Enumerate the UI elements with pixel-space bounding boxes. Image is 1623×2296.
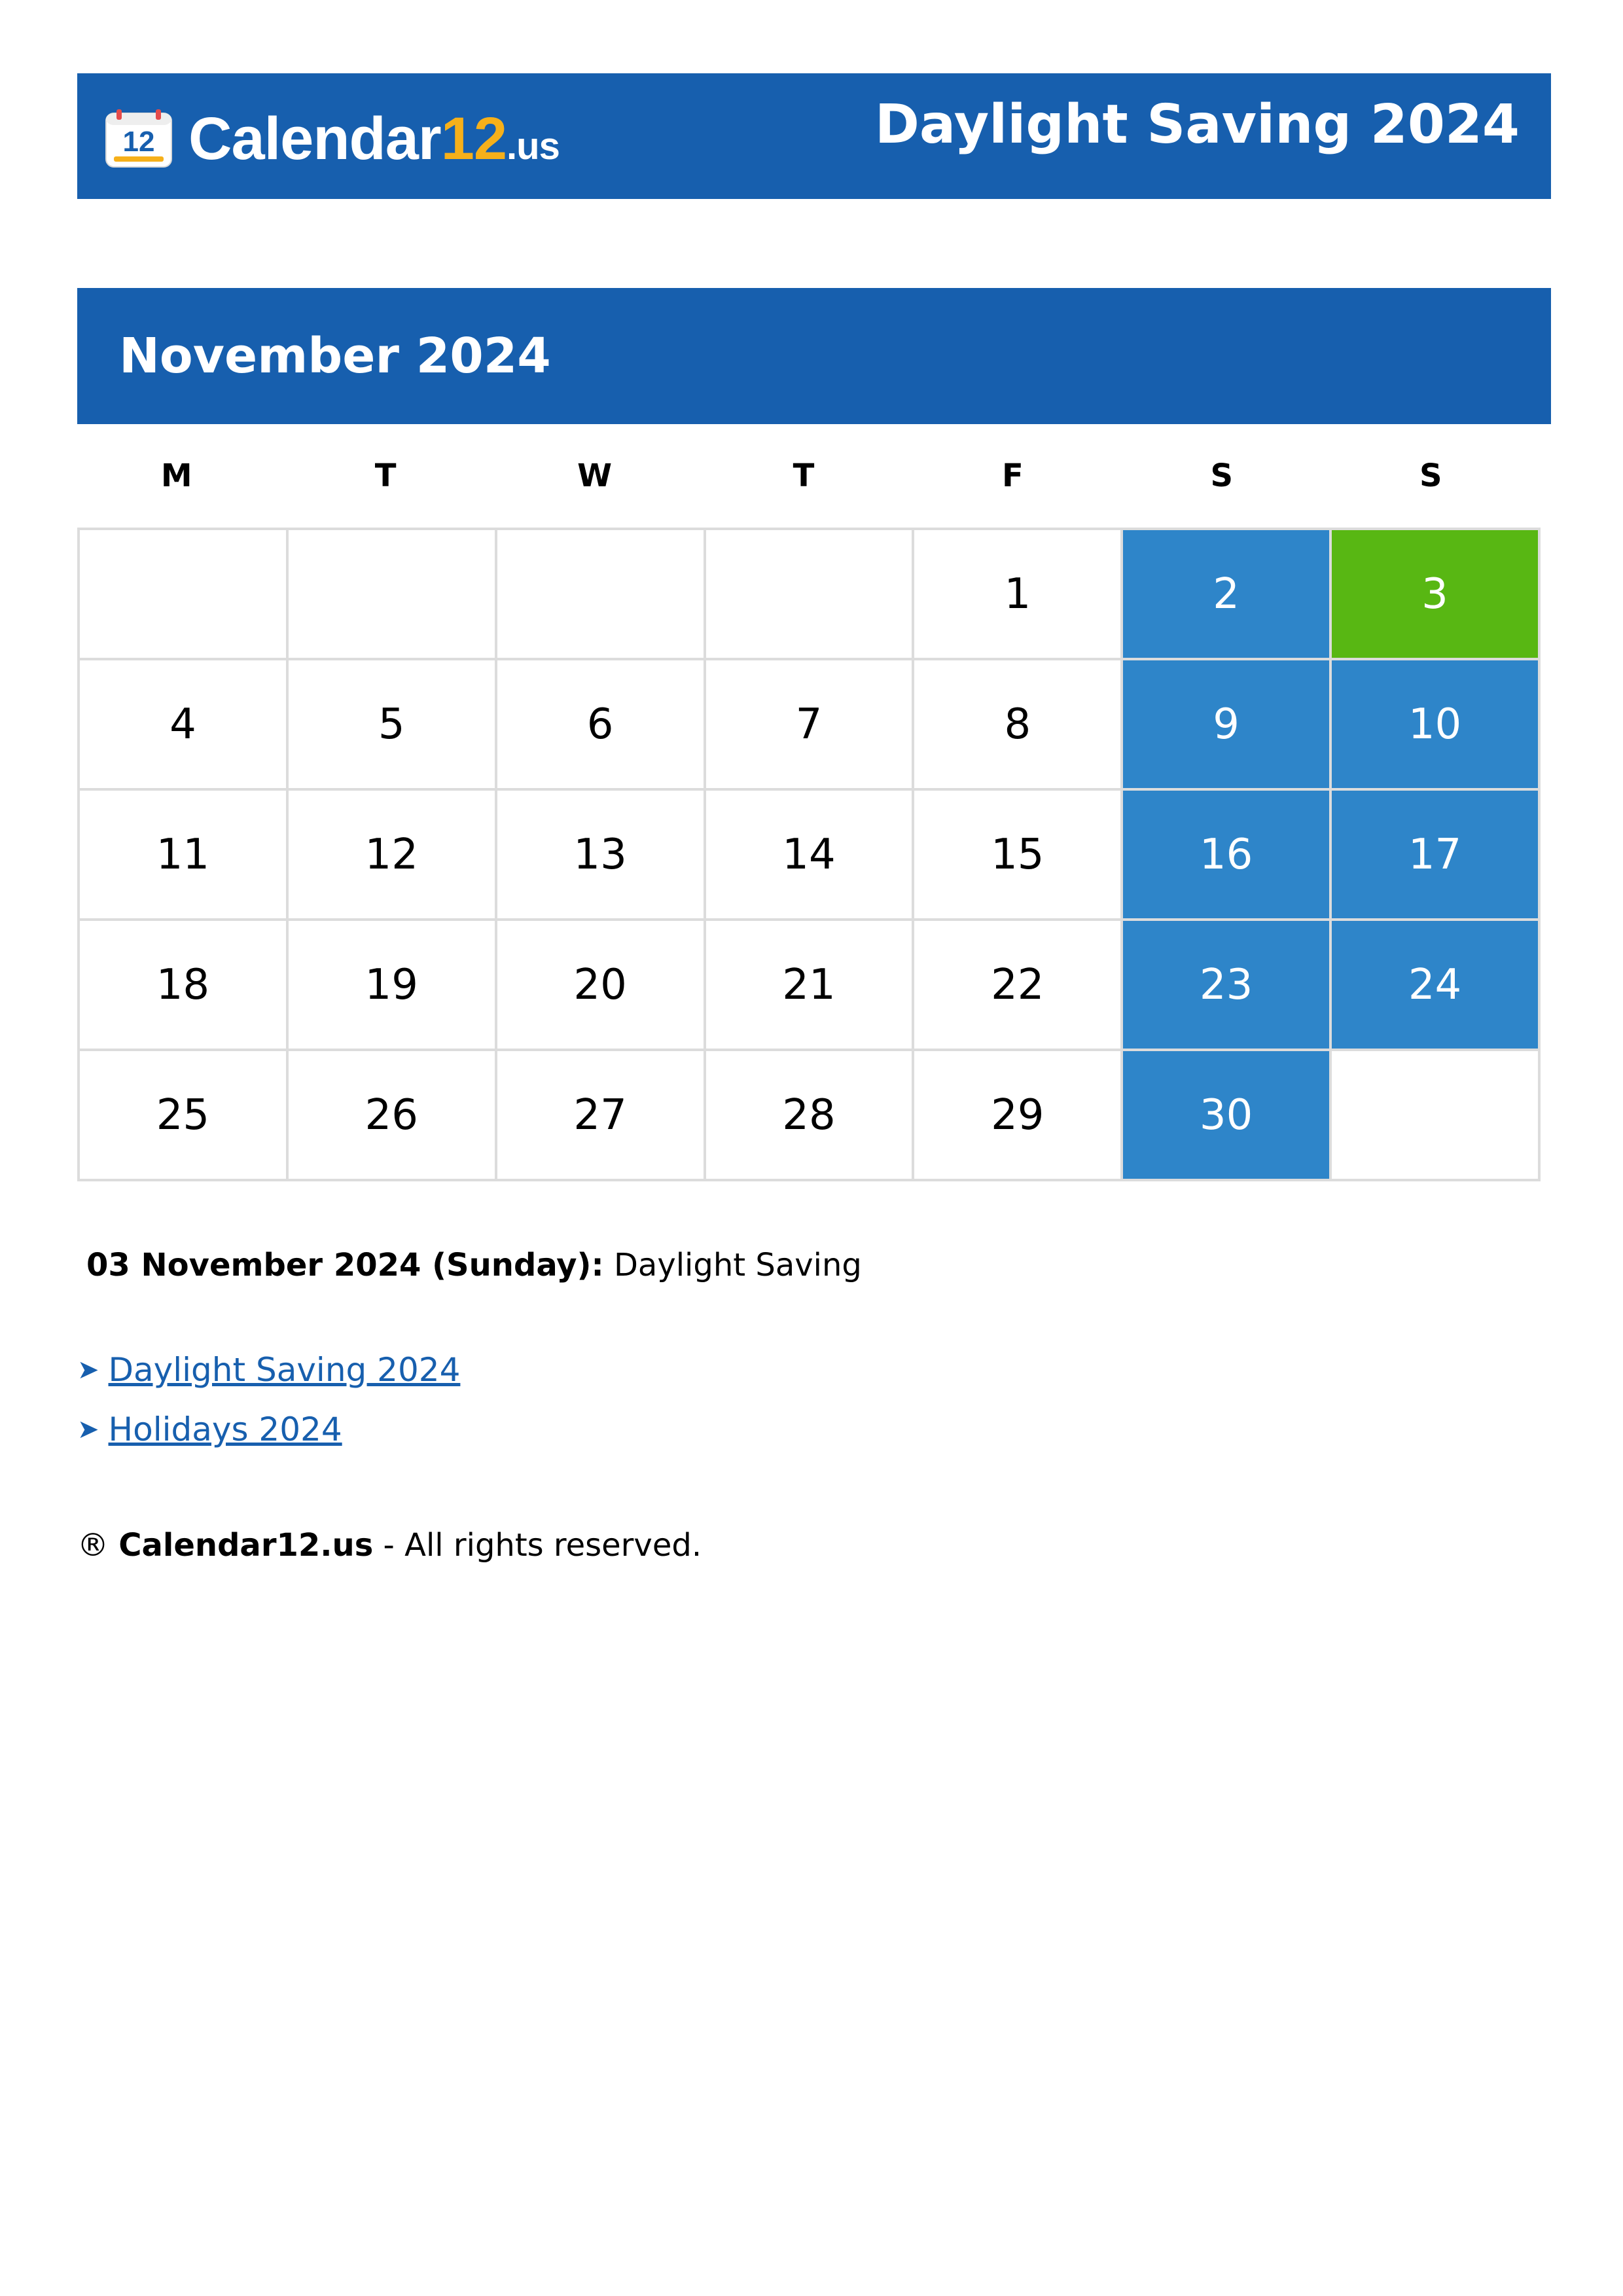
- calendar-week: [79, 529, 1539, 659]
- day-cell-weekend: 23: [1122, 920, 1330, 1050]
- day-cell-empty: [287, 529, 496, 659]
- weekday-label: T: [374, 457, 397, 494]
- day-cell: 4: [79, 659, 287, 789]
- weekday-header: [77, 424, 1541, 528]
- holiday-note: [86, 1247, 1551, 1283]
- day-cell: 25: [79, 1050, 287, 1180]
- weekday-label: S: [1210, 457, 1234, 494]
- registered-symbol: ®: [77, 1527, 109, 1564]
- day-cell-empty: [79, 529, 287, 659]
- calendar-week: [79, 659, 1539, 789]
- day-cell: 1: [913, 529, 1122, 659]
- calendar-week: [79, 1050, 1539, 1180]
- day-cell-weekend: 30: [1122, 1050, 1330, 1180]
- related-links: [77, 1340, 1551, 1459]
- arrow-right-icon: ➤: [77, 1414, 99, 1444]
- footer: [77, 1527, 1551, 1564]
- link-item: [77, 1399, 1551, 1459]
- logo-wordmark: [188, 105, 560, 172]
- day-cell: 26: [287, 1050, 496, 1180]
- arrow-right-icon: ➤: [77, 1354, 99, 1385]
- holiday-date: 03 November 2024 (Sunday):: [86, 1247, 604, 1283]
- weekday-label: F: [1002, 457, 1024, 494]
- day-cell: 13: [496, 789, 705, 920]
- footer-brand: Calendar12.us: [118, 1527, 374, 1564]
- day-cell: 27: [496, 1050, 705, 1180]
- day-cell-weekend: 9: [1122, 659, 1330, 789]
- day-cell: 6: [496, 659, 705, 789]
- weekday-label: M: [160, 457, 192, 494]
- site-logo[interactable]: [105, 106, 560, 171]
- day-cell: 19: [287, 920, 496, 1050]
- logo-tld: .us: [507, 125, 560, 168]
- day-cell: 5: [287, 659, 496, 789]
- day-cell-weekend: 10: [1330, 659, 1539, 789]
- page: [77, 73, 1551, 1564]
- day-cell-weekend: 24: [1330, 920, 1539, 1050]
- day-cell-empty: [705, 529, 914, 659]
- weekday-label: T: [793, 457, 815, 494]
- day-cell-holiday: 3: [1330, 529, 1539, 659]
- day-cell: 11: [79, 789, 287, 920]
- link-item: [77, 1340, 1551, 1399]
- day-cell: 12: [287, 789, 496, 920]
- link-holidays[interactable]: Holidays 2024: [108, 1410, 342, 1448]
- month-banner: [77, 288, 1551, 424]
- day-cell: 28: [705, 1050, 914, 1180]
- day-cell-weekend: 2: [1122, 529, 1330, 659]
- calendar-week: [79, 920, 1539, 1050]
- site-header: [77, 73, 1551, 199]
- logo-icon-number: 12: [122, 126, 155, 158]
- day-cell-weekend: 17: [1330, 789, 1539, 920]
- weekday-label: S: [1419, 457, 1442, 494]
- calendar-week: [79, 789, 1539, 920]
- day-cell: 29: [913, 1050, 1122, 1180]
- logo-name: Calendar: [188, 105, 441, 172]
- day-cell: 15: [913, 789, 1122, 920]
- day-cell: 22: [913, 920, 1122, 1050]
- page-title: Daylight Saving 2024: [874, 94, 1520, 156]
- day-cell-empty: [1330, 1050, 1539, 1180]
- holiday-name: Daylight Saving: [613, 1247, 862, 1283]
- day-cell: 18: [79, 920, 287, 1050]
- day-cell-weekend: 16: [1122, 789, 1330, 920]
- day-cell: 21: [705, 920, 914, 1050]
- month-title: November 2024: [119, 328, 551, 384]
- day-cell: 20: [496, 920, 705, 1050]
- day-cell: 14: [705, 789, 914, 920]
- day-cell-empty: [496, 529, 705, 659]
- weekday-label: W: [577, 457, 613, 494]
- footer-text: - All rights reserved.: [383, 1527, 702, 1564]
- calendar-logo-icon: [105, 109, 173, 168]
- link-daylight-saving[interactable]: Daylight Saving 2024: [108, 1350, 461, 1389]
- day-cell: 7: [705, 659, 914, 789]
- logo-number: 12: [440, 105, 507, 172]
- day-cell: 8: [913, 659, 1122, 789]
- calendar-grid: [77, 528, 1541, 1181]
